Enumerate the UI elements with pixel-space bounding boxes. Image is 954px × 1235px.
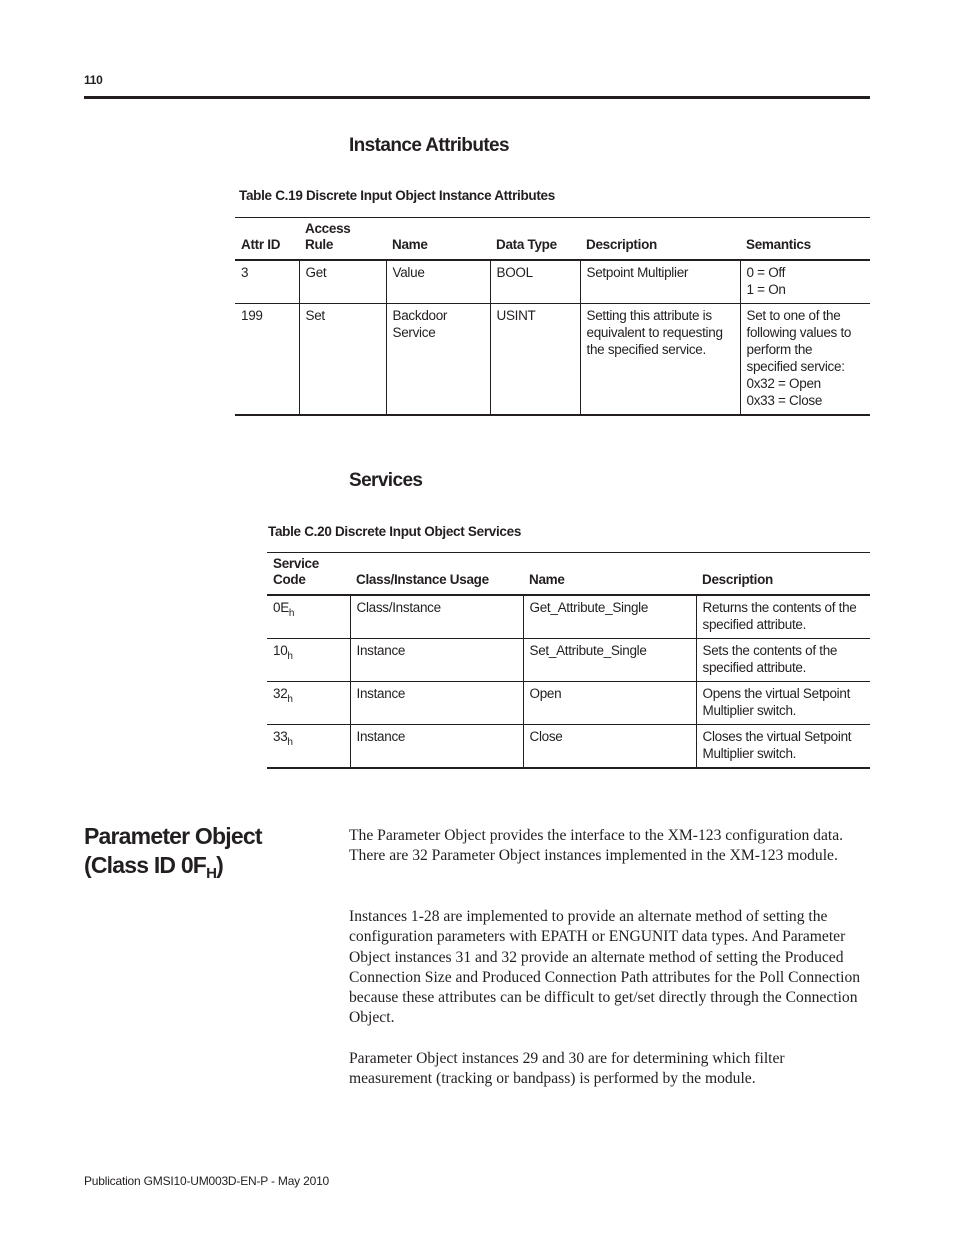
services-heading: Services — [349, 470, 423, 491]
header-rule — [84, 96, 870, 99]
service-code: 33 — [273, 729, 288, 744]
table-cell: Opens the virtual Setpoint Multiplier switch. — [696, 682, 870, 725]
column-header: Class/Instance Usage — [350, 553, 523, 596]
table-cell: Backdoor Service — [386, 304, 490, 416]
table-cell — [740, 304, 870, 416]
service-code: 10 — [273, 643, 288, 658]
table-cell — [267, 725, 350, 769]
column-header: Access Rule — [299, 218, 386, 261]
paragraph-text: The Parameter Object provides the interface to the XM-123 configuration data. There are 32 Parameter Object instances implemented in the XM-123 module. — [349, 827, 844, 865]
table-row — [267, 595, 870, 639]
table-c19-caption: Table C.19 Discrete Input Object Instance Attributes — [239, 188, 555, 203]
heading-line — [84, 851, 262, 880]
hex-subscript: h — [287, 651, 293, 662]
table-cell: Class/Instance — [350, 595, 523, 639]
table-header-row — [235, 218, 870, 261]
body-paragraph — [349, 826, 870, 867]
table-cell — [267, 595, 350, 639]
table-row — [267, 682, 870, 725]
table-cell: Returns the contents of the specified attribute. — [696, 595, 870, 639]
table-cell — [740, 260, 870, 304]
publication-footer: Publication GMSI10-UM003D-EN-P - May 2010 — [84, 1174, 330, 1188]
instance-attributes-heading: Instance Attributes — [349, 135, 509, 156]
paragraph-text: Parameter Object instances 29 and 30 are for determining which filter measurement (tracking or bandpass) is performed by the module. — [349, 1050, 785, 1088]
table-cell: 199 — [235, 304, 299, 416]
heading-text: (Class ID 0F — [84, 852, 207, 878]
table-cell: Instance — [350, 639, 523, 682]
table-cell: Get_Attribute_Single — [523, 595, 696, 639]
heading-line: Parameter Object — [84, 823, 262, 849]
table-cell: Set — [299, 304, 386, 416]
column-header: Service Code — [267, 553, 350, 596]
table-cell: Set_Attribute_Single — [523, 639, 696, 682]
services-table — [267, 552, 870, 769]
column-header: Semantics — [740, 218, 870, 261]
hex-subscript: h — [287, 737, 293, 748]
page-number: 110 — [84, 73, 103, 87]
table-cell: USINT — [490, 304, 580, 416]
table-cell: Close — [523, 725, 696, 769]
table-cell-text: 0 = Off 1 = On — [746, 265, 786, 297]
table-header-row — [267, 553, 870, 596]
heading-text: ) — [216, 852, 223, 878]
parameter-object-heading — [84, 822, 262, 880]
table-cell — [267, 682, 350, 725]
table-row — [235, 260, 870, 304]
table-row — [267, 725, 870, 769]
table-cell — [267, 639, 350, 682]
hex-subscript: H — [206, 865, 217, 882]
table-cell: Value — [386, 260, 490, 304]
column-header: Attr ID — [235, 218, 299, 261]
table-row — [235, 304, 870, 416]
table-cell: 3 — [235, 260, 299, 304]
hex-subscript: h — [288, 608, 295, 619]
column-header: Data Type — [490, 218, 580, 261]
table-c20-caption: Table C.20 Discrete Input Object Services — [268, 524, 522, 539]
table-cell: Setting this attribute is equivalent to requesting the specified service. — [580, 304, 740, 416]
table-cell: Instance — [350, 725, 523, 769]
service-code: 0E — [273, 600, 289, 615]
table-cell-text: Set to one of the following values to perform the specified service: 0x32 = Open 0x33 = Close — [746, 308, 852, 408]
paragraph-text: Instances 1-28 are implemented to provide an alternate method of setting the configuration parameters with EPATH or ENGUNIT data types. And Parameter Object instances 31 and 32 provide an alternate method of setting the Produced Connection Size and Produced Connection Path attributes for the Poll Connection because these attributes can be difficult to get/set directly through the Connection Object. — [349, 908, 861, 1027]
table-cell: Sets the contents of the specified attribute. — [696, 639, 870, 682]
table-cell: Instance — [350, 682, 523, 725]
body-paragraph — [349, 907, 870, 1029]
table-cell: Closes the virtual Setpoint Multiplier switch. — [696, 725, 870, 769]
hex-subscript: h — [287, 694, 293, 705]
column-header: Name — [386, 218, 490, 261]
table-cell: Setpoint Multiplier — [580, 260, 740, 304]
column-header: Description — [696, 553, 870, 596]
table-row — [267, 639, 870, 682]
table-cell: BOOL — [490, 260, 580, 304]
instance-attributes-table — [235, 217, 870, 416]
column-header: Name — [523, 553, 696, 596]
table-cell: Get — [299, 260, 386, 304]
table-cell: Open — [523, 682, 696, 725]
body-paragraph — [349, 1049, 870, 1090]
column-header: Description — [580, 218, 740, 261]
service-code: 32 — [273, 686, 288, 701]
